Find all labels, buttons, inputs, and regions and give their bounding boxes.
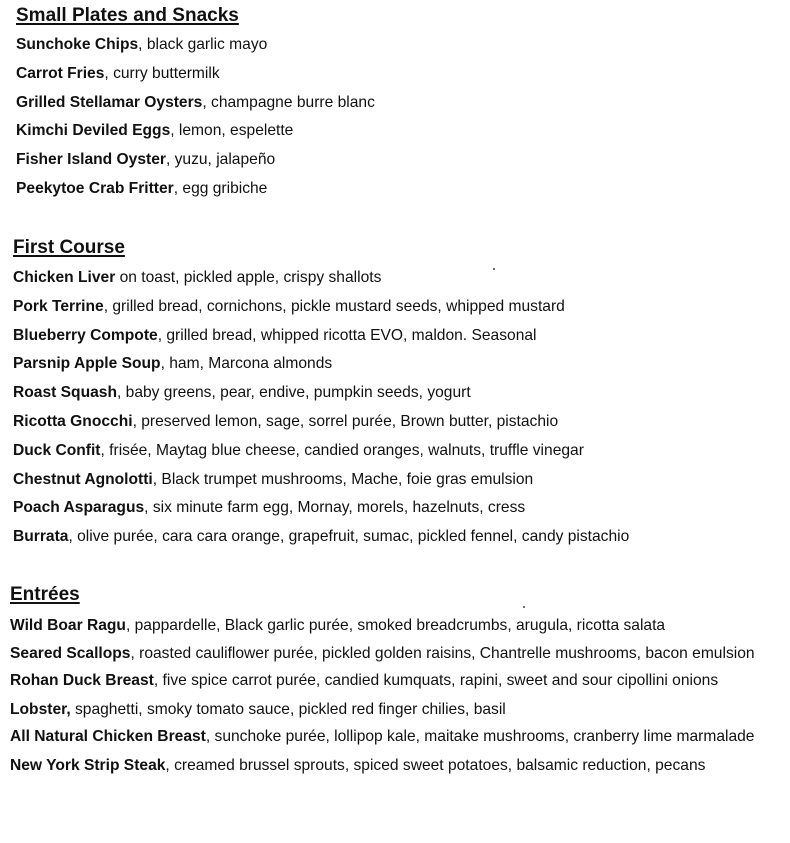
item-description: , lemon, espelette bbox=[170, 122, 294, 140]
item-description: , egg gribiche bbox=[173, 179, 268, 197]
item-description: , yuzu, jalapeño bbox=[165, 151, 276, 169]
small-plates-list bbox=[16, 35, 375, 198]
scan-speck bbox=[493, 268, 495, 270]
menu-item bbox=[13, 412, 629, 431]
entrees-list bbox=[10, 616, 780, 775]
scan-speck bbox=[523, 606, 525, 608]
section-small-plates bbox=[16, 5, 375, 208]
menu-item bbox=[10, 645, 780, 663]
item-name: Parsnip Apple Soup bbox=[13, 355, 161, 373]
item-name: Poach Asparagus bbox=[13, 499, 145, 517]
menu-item bbox=[13, 441, 629, 460]
menu-item bbox=[10, 616, 780, 635]
menu-item bbox=[10, 756, 780, 775]
item-name: Duck Confit bbox=[13, 441, 101, 459]
item-name: Fisher Island Oyster bbox=[16, 151, 166, 169]
item-description: , pappardelle, Black garlic purée, smoked breadcrumbs, arugula, ricotta salata bbox=[125, 617, 666, 634]
menu-item bbox=[16, 93, 375, 112]
item-description: , frisée, Maytag blue cheese, candied oranges, walnuts, truffle vinegar bbox=[100, 441, 584, 459]
item-description: , roasted cauliflower purée, pickled golden raisins, Chantrelle mushrooms, bacon emulsion bbox=[130, 644, 755, 662]
menu-item bbox=[13, 498, 629, 517]
item-description: , champagne burre blanc bbox=[202, 93, 375, 111]
item-name: Peekytoe Crab Fritter bbox=[16, 179, 174, 197]
section-title-entrees: Entrées bbox=[10, 584, 80, 605]
item-description: , creamed brussel sprouts, spiced sweet potatoes, balsamic reduction, pecans bbox=[165, 756, 706, 774]
section-title-small-plates: Small Plates and Snacks bbox=[16, 5, 239, 26]
item-name: Rohan Duck Breast bbox=[10, 672, 154, 689]
menu-item bbox=[10, 728, 780, 746]
menu-item bbox=[16, 64, 375, 83]
item-description: , preserved lemon, sage, sorrel purée, Brown butter, pistachio bbox=[132, 412, 559, 430]
menu-item bbox=[10, 700, 780, 719]
first-course-list bbox=[13, 268, 629, 546]
menu-item bbox=[13, 383, 629, 402]
menu-item bbox=[16, 150, 375, 169]
menu-item bbox=[16, 35, 375, 54]
item-name: All Natural Chicken Breast bbox=[10, 728, 206, 745]
item-name: Lobster, bbox=[10, 700, 71, 718]
item-name: Pork Terrine bbox=[13, 297, 104, 315]
item-name: Carrot Fries bbox=[16, 64, 105, 82]
menu-item bbox=[13, 527, 629, 546]
item-name: New York Strip Steak bbox=[10, 756, 166, 774]
menu-item bbox=[16, 121, 375, 140]
item-description: , grilled bread, whipped ricotta EVO, maldon. Seasonal bbox=[157, 326, 537, 344]
menu-item bbox=[13, 470, 629, 489]
item-name: Blueberry Compote bbox=[13, 326, 158, 344]
item-description: , grilled bread, cornichons, pickle mustard seeds, whipped mustard bbox=[103, 297, 565, 315]
item-name: Grilled Stellamar Oysters bbox=[16, 93, 203, 111]
item-description: , curry buttermilk bbox=[104, 64, 220, 82]
item-name: Ricotta Gnocchi bbox=[13, 412, 133, 430]
item-description: , olive purée, cara cara orange, grapefruit, sumac, pickled fennel, candy pistachio bbox=[68, 528, 630, 546]
item-description: , ham, Marcona almonds bbox=[160, 355, 333, 373]
item-description: , black garlic mayo bbox=[138, 36, 268, 53]
item-name: Wild Boar Ragu bbox=[10, 617, 126, 634]
item-name: Kimchi Deviled Eggs bbox=[16, 122, 171, 140]
menu-item bbox=[13, 354, 629, 373]
item-name: Chicken Liver bbox=[13, 269, 116, 286]
item-description: on toast, pickled apple, crispy shallots bbox=[115, 269, 382, 286]
item-name: Sunchoke Chips bbox=[16, 36, 139, 53]
item-name: Roast Squash bbox=[13, 384, 117, 402]
menu-item bbox=[10, 672, 780, 690]
section-first-course bbox=[13, 237, 629, 556]
item-description: , sunchoke purée, lollipop kale, maitake mushrooms, cranberry lime marmalade bbox=[205, 728, 755, 745]
item-description: , six minute farm egg, Mornay, morels, hazelnuts, cress bbox=[144, 499, 526, 517]
menu-item bbox=[13, 326, 629, 345]
item-name: Chestnut Agnolotti bbox=[13, 470, 153, 488]
item-description: spaghetti, smoky tomato sauce, pickled red finger chilies, basil bbox=[70, 700, 506, 718]
item-description: , five spice carrot purée, candied kumquats, rapini, sweet and sour cipollini onions bbox=[153, 672, 719, 689]
menu-item bbox=[13, 268, 629, 287]
menu-item bbox=[13, 297, 629, 316]
item-description: , Black trumpet mushrooms, Mache, foie gras emulsion bbox=[152, 470, 534, 488]
section-title-first-course: First Course bbox=[13, 237, 125, 258]
section-entrees bbox=[10, 584, 780, 784]
item-name: Seared Scallops bbox=[10, 644, 131, 662]
item-name: Burrata bbox=[13, 528, 69, 546]
menu-item bbox=[16, 179, 375, 198]
item-description: , baby greens, pear, endive, pumpkin seeds, yogurt bbox=[116, 384, 471, 402]
